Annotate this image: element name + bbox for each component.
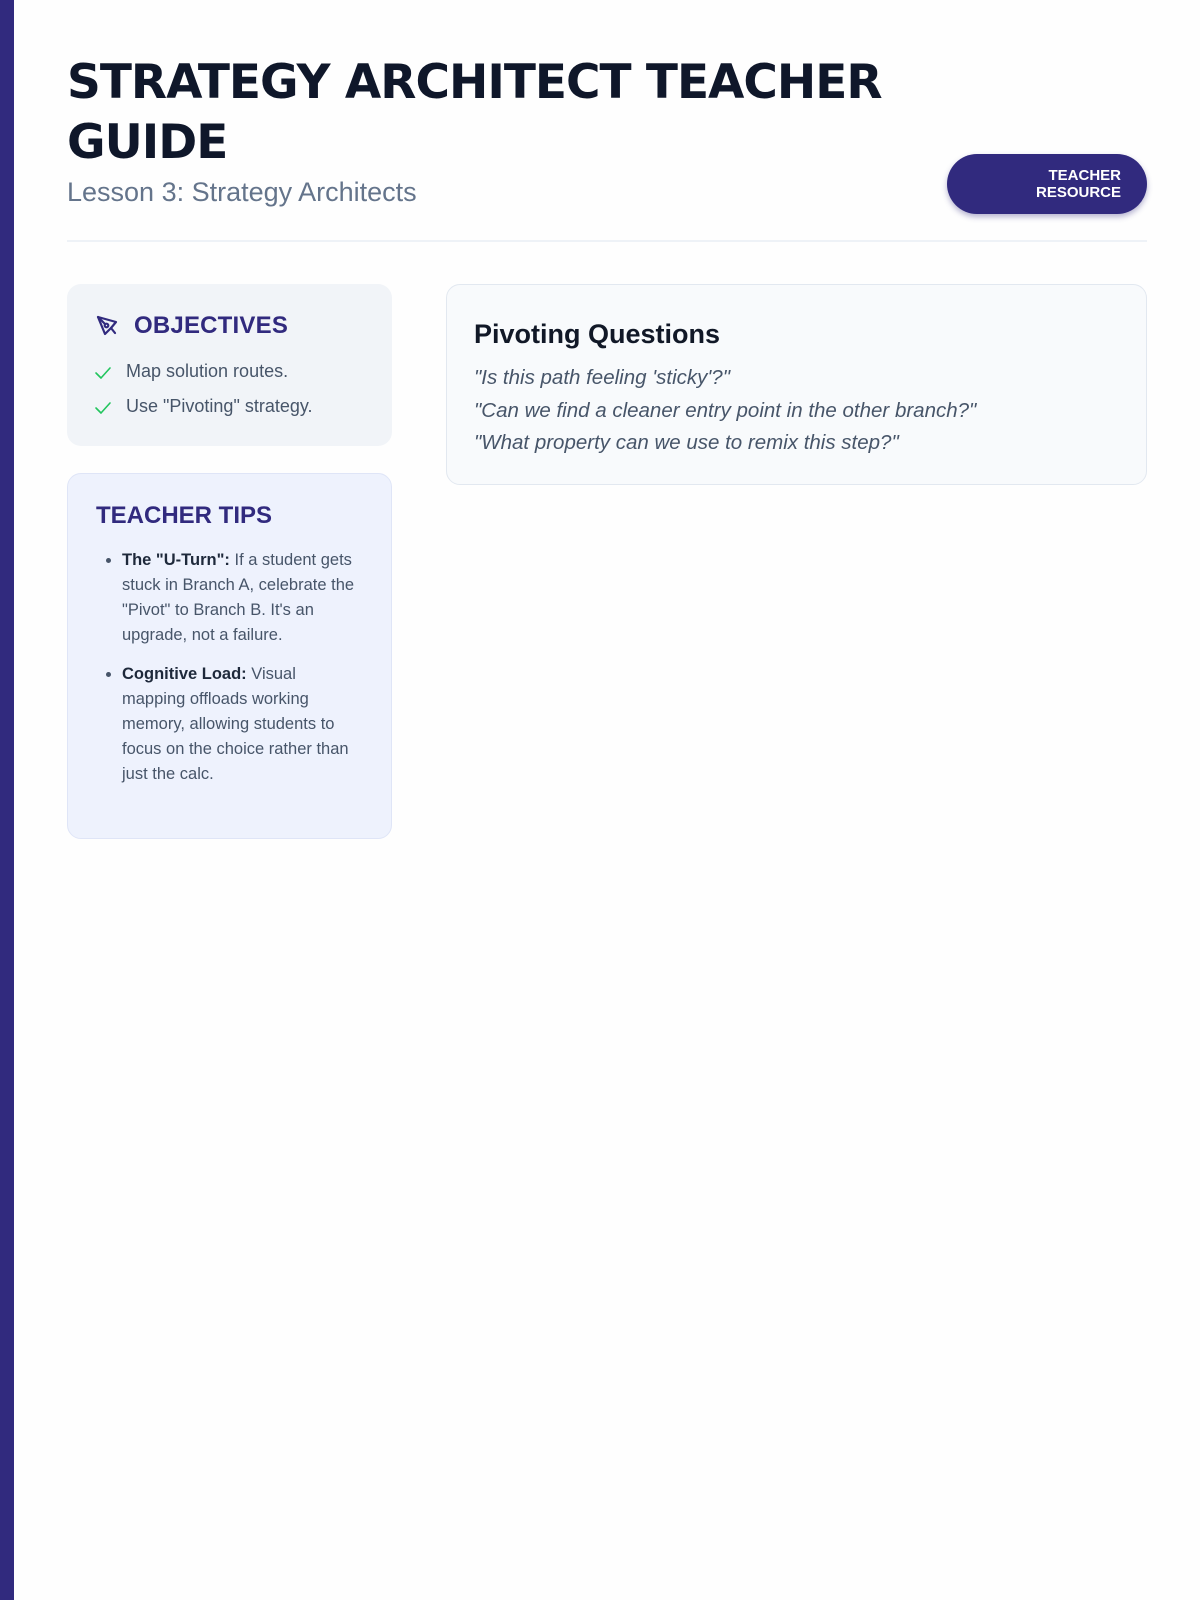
- teacher-tips-card: [67, 473, 392, 839]
- check-icon: [94, 398, 112, 416]
- objective-item: [94, 354, 392, 389]
- teacher-tips-title: TEACHER TIPS: [96, 502, 273, 529]
- objective-text: Use "Pivoting" strategy.: [126, 396, 313, 416]
- question-item: "What property can we use to remix this step?": [474, 431, 899, 454]
- objectives-card: [67, 284, 392, 446]
- tip-text: If a student gets stuck in Branch A, celebrate the "Pivot" to Branch B. It's an upgrade, not a failure.: [122, 551, 355, 644]
- tip-item: [122, 662, 363, 787]
- pivoting-questions-card: [446, 284, 1147, 485]
- page-title: STRATEGY ARCHITECT TEACHER GUIDE: [67, 55, 882, 170]
- left-accent-bar: [0, 0, 14, 1600]
- question-item: "Is this path feeling 'sticky'?": [474, 366, 730, 389]
- objectives-list: [94, 354, 392, 424]
- header: [67, 0, 1147, 243]
- objectives-title: OBJECTIVES: [134, 312, 289, 339]
- tip-label: The "U-Turn":: [122, 551, 230, 569]
- header-divider: [67, 240, 1147, 242]
- question-item: "Can we find a cleaner entry point in the other branch?": [474, 398, 977, 422]
- page: [67, 0, 1147, 783]
- tip-label: Cognitive Load:: [122, 665, 247, 683]
- page-subtitle: Lesson 3: Strategy Architects: [67, 177, 417, 207]
- pivoting-questions-title: Pivoting Questions: [474, 319, 721, 349]
- teacher-resource-badge: TEACHER RESOURCE: [947, 154, 1147, 214]
- objective-text: Map solution routes.: [126, 361, 289, 381]
- objective-item: [94, 389, 392, 424]
- tip-item: [122, 548, 363, 648]
- pivoting-questions-list: [474, 362, 1119, 460]
- objectives-header: [94, 312, 392, 340]
- pen-nib-icon: [94, 312, 122, 340]
- teacher-tips-list: [96, 548, 363, 787]
- tip-text: Visual mapping offloads working memory, allowing students to focus on the choice rather than just the calc.: [122, 665, 349, 783]
- check-icon: [94, 363, 112, 381]
